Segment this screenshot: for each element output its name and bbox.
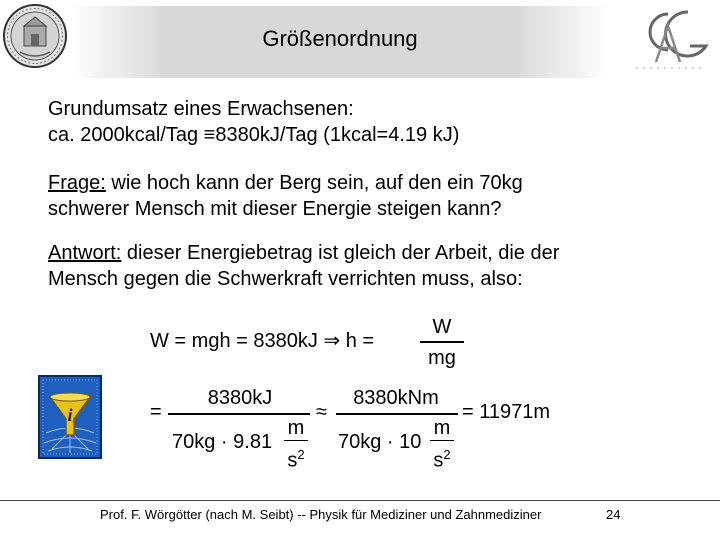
answer-line-1: dieser Energiebetrag ist gleich der Arbeit, die der (121, 242, 560, 264)
answer-line-2: Mensch gegen die Schwerkraft verrichten muss, also: (48, 268, 523, 290)
fraction-1-unit-bar (284, 440, 308, 441)
fraction-2-bar (336, 413, 458, 415)
question-line-2: schwerer Mensch mit dieser Energie steigen kann? (48, 198, 502, 220)
fraction-2-denominator: 70kg · 10 (338, 431, 422, 453)
fraction-1-bar (168, 413, 310, 415)
equation-line-1-denominator: mg (428, 347, 456, 369)
fraction-2-numerator: 8380kNm (353, 387, 439, 409)
equation-line-2-equals: = (150, 401, 162, 423)
fraction-1-numerator: 8380kJ (207, 387, 273, 409)
footer-credit: Prof. F. Wörgötter (nach M. Seibt) -- Physik für Mediziner und Zahnmediziner (100, 507, 542, 522)
fraction-1-unit-denominator: $s^2$ (287, 447, 305, 472)
answer-text (48, 240, 559, 292)
answer-label: Antwort: (48, 242, 122, 264)
fraction-2-unit-bar (430, 440, 454, 441)
fraction-2-unit-denominator: $s^2$ (433, 447, 451, 472)
page-number: 24 (606, 507, 621, 522)
equation-line-1-fraction-bar (420, 341, 464, 343)
basal-metabolism-line-1: Grundumsatz eines Erwachsenen: (48, 98, 354, 120)
university-seal-icon (2, 2, 68, 70)
approx-sign: ≈ (316, 401, 327, 423)
fraction-1-denominator: 70kg · 9.81 (172, 431, 273, 453)
info-funnel-icon (38, 375, 102, 459)
basal-metabolism-line-2: ca. 2000kcal/Tag ≡8380kJ/Tag (1kcal=4.19 kJ) (48, 124, 460, 146)
equation-result: = 11971m (462, 401, 551, 423)
institute-logo-icon (628, 4, 714, 78)
fraction-1-unit-numerator: m (287, 417, 305, 439)
svg-text:i: i (67, 405, 73, 425)
question-label: Frage: (48, 172, 106, 194)
fraction-2-unit-numerator: m (433, 417, 451, 439)
footer-divider (0, 500, 720, 501)
basal-metabolism-text (48, 96, 459, 148)
equation-line-1-lhs: W = mgh = 8380kJ ⇒ h = (150, 330, 375, 352)
page-title: Größenordnung (262, 26, 418, 51)
equation-line-1-numerator: W (432, 316, 452, 338)
question-line-1: wie hoch kann der Berg sein, auf den ein 70kg (105, 172, 523, 194)
question-text (48, 170, 523, 222)
